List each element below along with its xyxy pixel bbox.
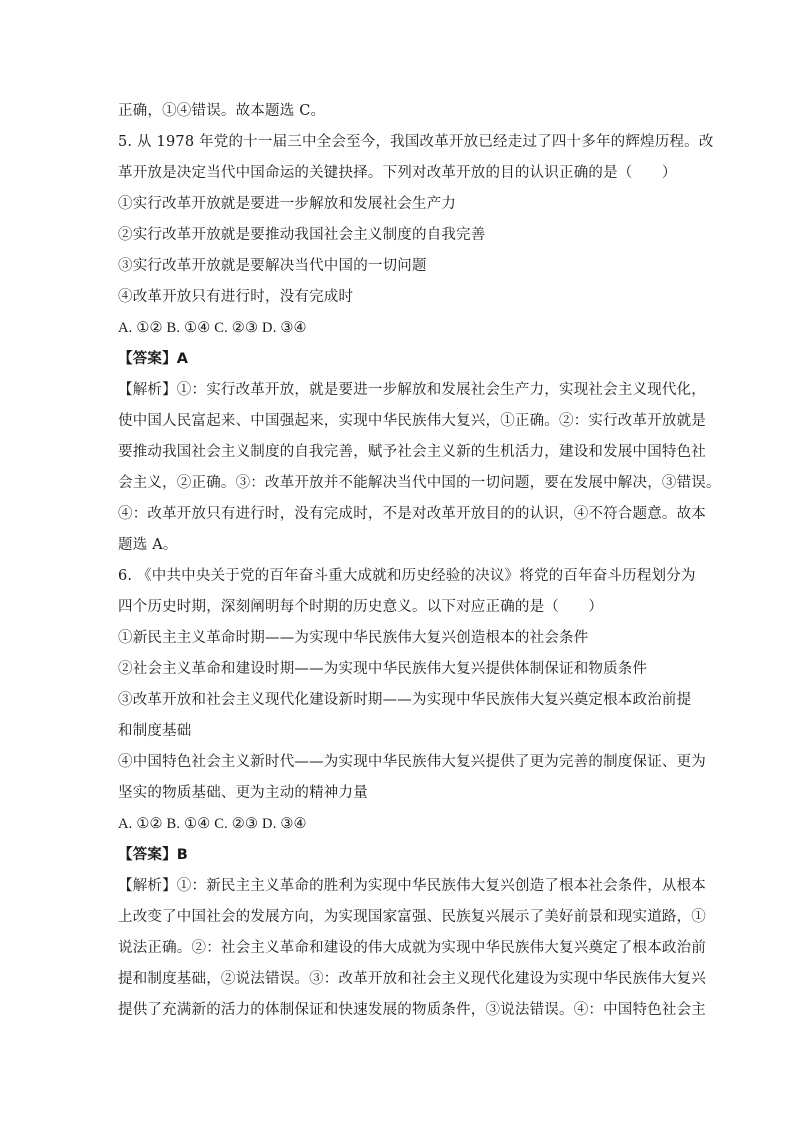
question-5-analysis: 【解析】①：实行改革开放，就是要进一步解放和发展社会生产力，实现社会主义现代化， bbox=[118, 382, 706, 398]
question-5-stem-cont: 革开放是决定当代中国命运的关键抉择。下列对改革开放的目的认识正确的是（ ） bbox=[118, 165, 677, 181]
question-5-item-3: ③实行改革开放就是要解决当代中国的一切问题 bbox=[118, 258, 427, 274]
question-5-answer: 【答案】A bbox=[118, 351, 189, 367]
question-6-item-1: ①新民主主义革命时期——为实现中华民族伟大复兴创造根本的社会条件 bbox=[118, 630, 589, 646]
question-6-analysis: 【解析】①：新民主主义革命的胜利为实现中华民族伟大复兴创造了根本社会条件，从根本 bbox=[118, 878, 706, 894]
question-6-analysis-line: 提和制度基础，②说法错误。③：改革开放和社会主义现代化建设为实现中华民族伟大复兴 bbox=[118, 971, 706, 987]
question-5-item-2: ②实行改革开放就是要推动我国社会主义制度的自我完善 bbox=[118, 227, 486, 243]
question-6-answer: 【答案】B bbox=[118, 847, 189, 863]
question-6-analysis-line: 上改变了中国社会的发展方向，为实现国家富强、民族复兴展示了美好前景和现实道路，① bbox=[118, 909, 706, 925]
question-5-analysis-line: 使中国人民富起来、中国强起来，实现中华民族伟大复兴，①正确。②：实行改革开放就是 bbox=[118, 413, 706, 429]
question-6-analysis-line: 提供了充满新的活力的体制保证和快速发展的物质条件，③说法错误。④：中国特色社会主 bbox=[118, 1002, 706, 1018]
question-6-item-4: ④中国特色社会主义新时代——为实现中华民族伟大复兴提供了更为完善的制度保证、更为 bbox=[118, 754, 706, 770]
question-5-stem: 5. 从 1978 年党的十一届三中全会至今，我国改革开放已经走过了四十多年的辉煌历程。改 bbox=[118, 134, 714, 150]
question-5-item-1: ①实行改革开放就是要进一步解放和发展社会生产力 bbox=[118, 196, 457, 212]
question-6-analysis-line: 说法正确。②：社会主义革命和建设的伟大成就为实现中华民族伟大复兴奠定了根本政治前 bbox=[118, 940, 706, 956]
question-5-analysis-line: 会主义，②正确。③：改革开放并不能解决当代中国的一切问题，要在发展中解决，③错误。 bbox=[118, 475, 721, 491]
document-page bbox=[118, 96, 721, 1026]
question-5-options: A. ①② B. ①④ C. ②③ D. ③④ bbox=[118, 320, 307, 336]
question-5-analysis-line: ④：改革开放只有进行时，没有完成时，不是对改革开放目的的认识，④不符合题意。故本 bbox=[118, 506, 706, 522]
text-line: 正确，①④错误。故本题选 C。 bbox=[118, 103, 326, 119]
question-6-item-3: ③改革开放和社会主义现代化建设新时期——为实现中华民族伟大复兴奠定根本政治前提 bbox=[118, 692, 692, 708]
question-5-analysis-line: 要推动我国社会主义制度的自我完善，赋予社会主义新的生机活力，建设和发展中国特色社 bbox=[118, 444, 706, 460]
question-5-analysis-line: 题选 A。 bbox=[118, 537, 178, 553]
question-5-item-4: ④改革开放只有进行时，没有完成时 bbox=[118, 289, 354, 305]
question-6-stem-cont: 四个历史时期，深刻阐明每个时期的历史意义。以下对应正确的是（ ） bbox=[118, 599, 604, 615]
question-6-item-2: ②社会主义革命和建设时期——为实现中华民族伟大复兴提供体制保证和物质条件 bbox=[118, 661, 648, 677]
question-6-options: A. ①② B. ①④ C. ②③ D. ③④ bbox=[118, 816, 307, 832]
question-6-stem: 6. 《中共中央关于党的百年奋斗重大成就和历史经验的决议》将党的百年奋斗历程划分为 bbox=[118, 568, 696, 584]
question-6-item-4-cont: 坚实的物质基础、更为主动的精神力量 bbox=[118, 785, 368, 801]
question-6-item-3-cont: 和制度基础 bbox=[118, 723, 192, 739]
